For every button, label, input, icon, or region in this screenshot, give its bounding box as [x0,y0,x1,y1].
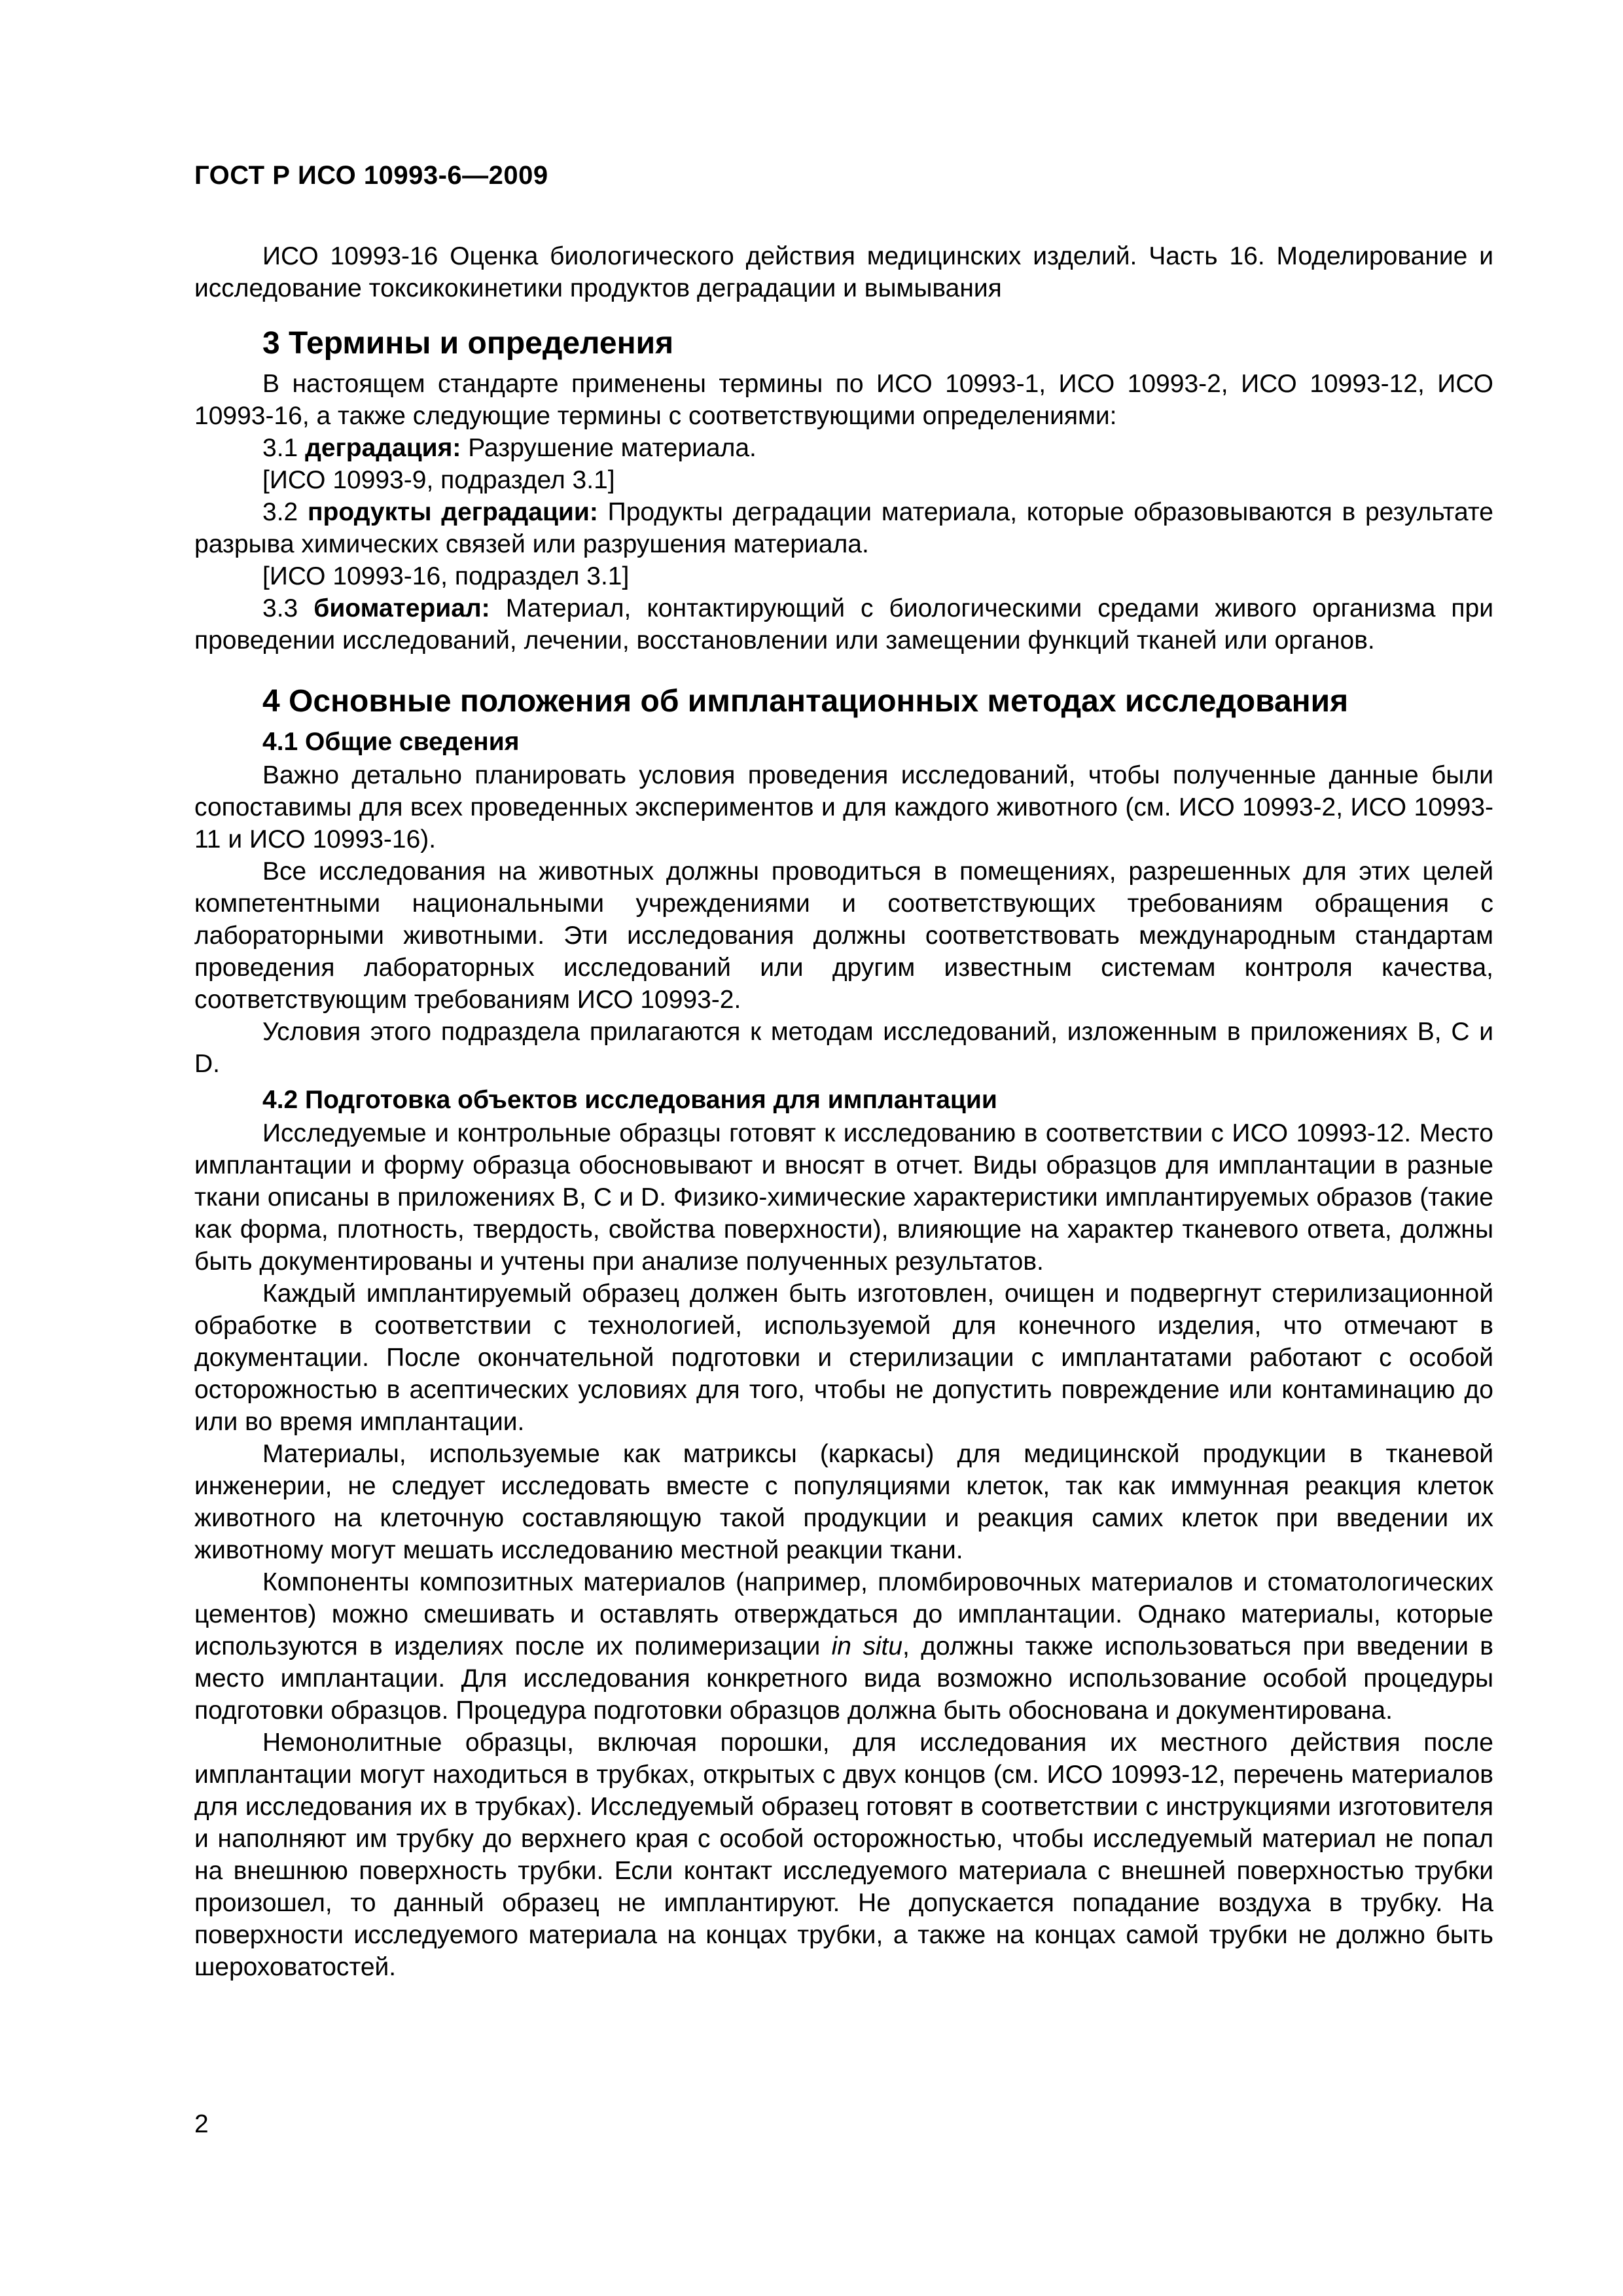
paragraph: Материалы, используемые как матриксы (каркасы) для медицинской продукции в тканевой инженерии, не следует исследовать вместе с популяциями клеток, так как иммунная реакция клеток животного на клеточную составляющую такой продукции и реакция самих клеток при введении их животному могут мешать исследованию местной реакции ткани. [194,1440,1493,1564]
paragraph: Исследуемые и контрольные образцы готовят к исследованию в соответствии с ИСО 10993-12. Место имплантации и форму образца обосновывают и вносят в отчет. Виды образцов для имплантации в разные ткани описаны в приложениях В, С и D. Физико-химические характеристики имплантируемых образов (такие как форма, плотность, твердость, свойства поверхности), влияющие на характер тканевого ответа, должны быть документированы и учтены при анализе полученных результатов. [194,1119,1493,1276]
term-name: деградация: [305,434,461,462]
paragraph: Каждый имплантируемый образец должен быть изготовлен, очищен и подвергнут стерилизационной обработке в соответствии с технологией, используемой для конечного изделия, что отмечают в документации. После окончательной подготовки и стерилизации с имплантатами работают с особой осторожностью в асептических условиях для того, чтобы не допустить повреждение или контаминацию до или во время имплантации. [194,1280,1493,1436]
term-3-2 [194,496,1493,560]
term-definition: Разрушение материала. [468,434,757,462]
term-number: 3.3 [262,594,298,622]
term-name: биоматериал: [313,594,490,622]
paragraph: Немонолитные образцы, включая порошки, для исследования их местного действия после имплантации могут находиться в трубках, открытых с двух концов (см. ИСО 10993-12, перечень материалов для исследования их в трубках). Исследуемый образец готовят в соответствии с инструкциями изготовителя и наполняют им трубку до верхнего края с особой осторожностью, чтобы исследуемый материал не попал на внешнюю поверхность трубки. Если контакт исследуемого материала с внешней поверхностью трубки произошел, то данный образец не имплантируют. Не допускается попадание воздуха в трубку. На поверхности исследуемого материала на концах трубки, а также на концах самой трубки не должно быть шероховатостей. [194,1729,1493,1981]
section-4-title: 4 Основные положения об имплантационных методах исследования [262,684,1349,719]
section-3-intro: В настоящем стандарте применены термины по ИСО 10993-1, ИСО 10993-2, ИСО 10993-12, ИСО 10993-16, а также следующие термины с соответствующими определениями: [194,370,1493,430]
term-name: продукты деградации: [308,498,598,526]
paragraph-text: Компоненты композитных материалов (например, пломбировочных материалов и стоматологических цементов) можно смешивать и оставлять отверждаться до имплантации. Однако материалы, которые используются в изделиях после их полимеризации [194,1568,1493,1660]
term-3-2-source: [ИСО 10993-16, подраздел 3.1] [262,562,630,590]
subsection-4-2-title: 4.2 Подготовка объектов исследования для имплантации [262,1086,997,1114]
term-3-3 [194,592,1493,656]
term-3-1 [194,432,1493,464]
paragraph: Важно детально планировать условия проведения исследований, чтобы полученные данные были сопоставимы для всех проведенных экспериментов и для каждого животного (см. ИСО 10993-2, ИСО 10993-11 и ИСО 10993-16). [194,761,1493,853]
paragraph-text: , должны также использоваться при введении в место имплантации. Для исследования конкретного вида возможно использование особой процедуры подготовки образцов. Процедура подготовки образцов должна быть обоснована и документирована. [194,1632,1493,1725]
term-number: 3.2 [262,498,298,526]
term-definition: Материал, контактирующий с биологическими средами живого организма при проведении исследований, лечении, восстановлении или замещении функций тканей или органов. [194,594,1494,655]
italic-term: in situ [831,1632,903,1660]
page-number: 2 [194,2110,209,2138]
document-body [194,240,1493,1983]
subsection-4-1-title: 4.1 Общие сведения [262,728,520,756]
document-header: ГОСТ Р ИСО 10993-6—2009 [194,161,548,190]
paragraph [194,1566,1493,1727]
term-definition: Продукты деградации материала, которые образовываются в результате разрыва химических связей или разрушения материала. [194,498,1493,558]
reference-iso-10993-16: ИСО 10993-16 Оценка биологического действия медицинских изделий. Часть 16. Моделирование и исследование токсикокинетики продуктов деградации и вымывания [194,242,1493,302]
section-3-title: 3 Термины и определения [262,326,674,361]
paragraph: Все исследования на животных должны проводиться в помещениях, разрешенных для этих целей компетентными национальными учреждениями и соответствующих требованиям обращения с лабораторными животными. Эти исследования должны соответствовать международным стандартам проведения лабораторных исследований или другим известным системам контроля качества, соответствующим требованиям ИСО 10993-2. [194,857,1493,1014]
paragraph: Условия этого подраздела прилагаются к методам исследований, изложенным в приложениях В, С и D. [194,1018,1493,1078]
term-number: 3.1 [262,434,298,462]
term-3-1-source: [ИСО 10993-9, подраздел 3.1] [262,466,615,494]
